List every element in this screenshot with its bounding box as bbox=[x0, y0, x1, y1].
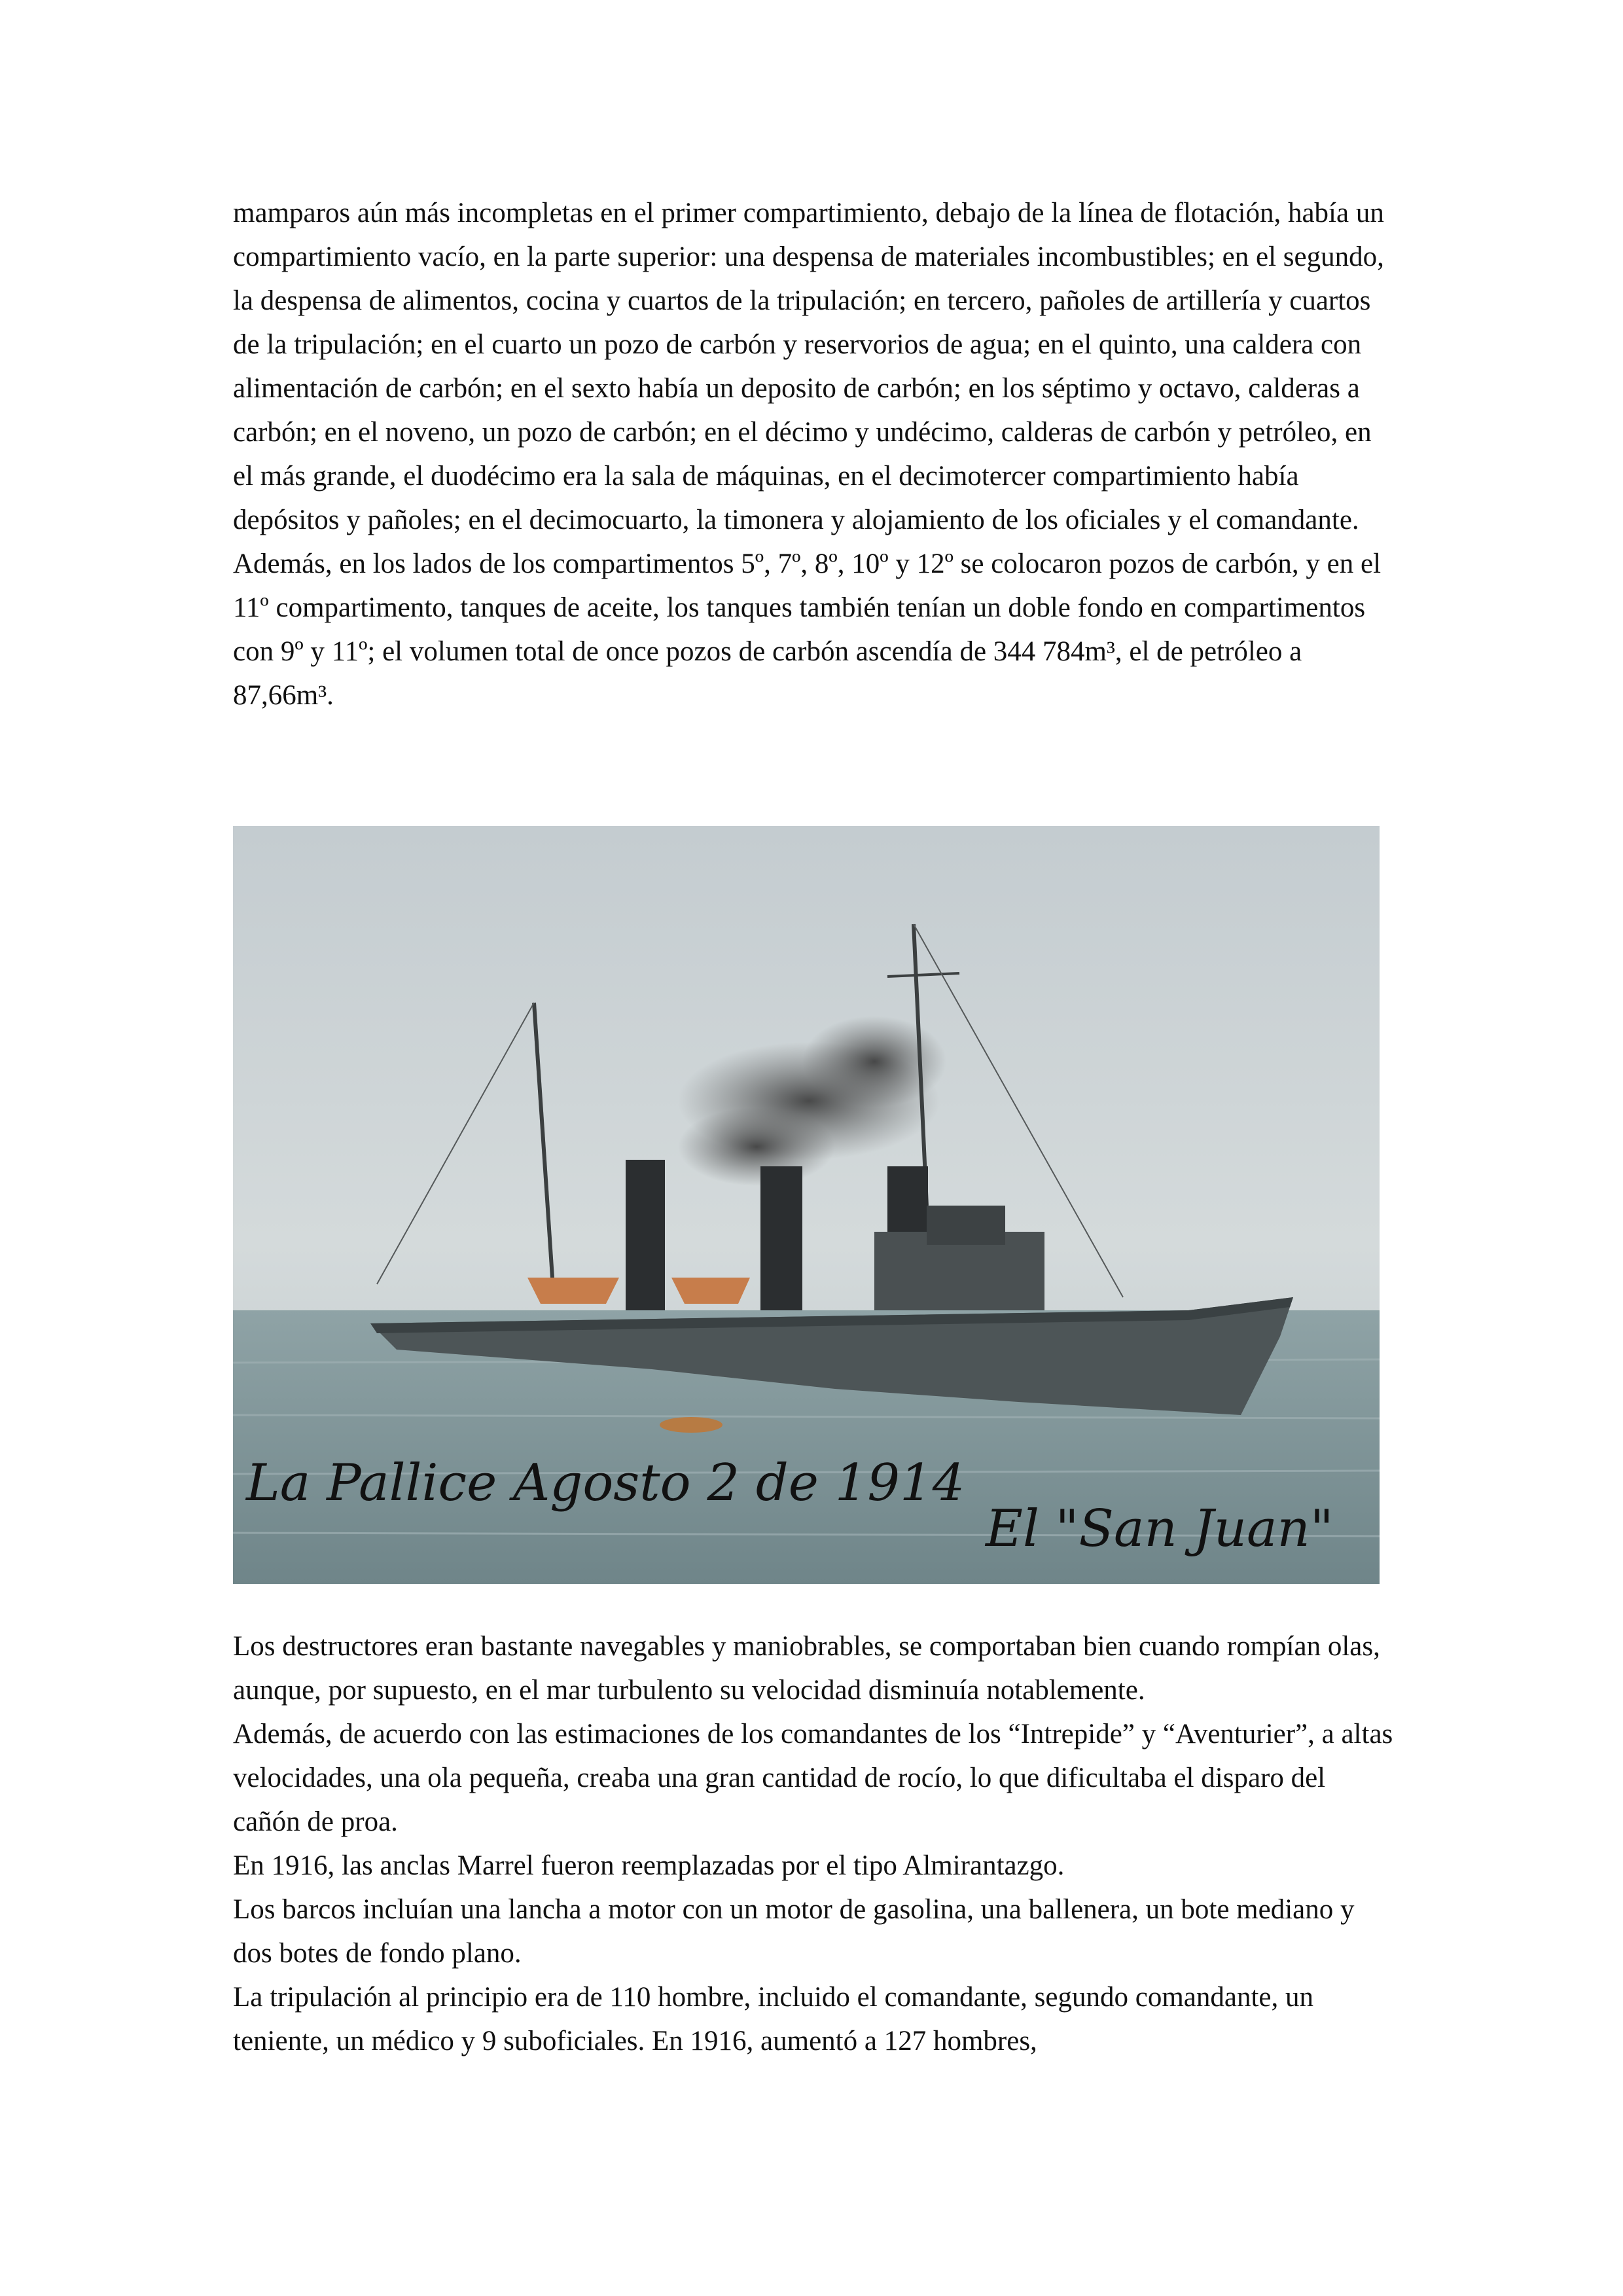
paragraph-top bbox=[233, 191, 1398, 717]
paragraph-line: Los barcos incluían una lancha a motor con un motor de gasolina, una ballenera, un bote mediano y dos botes de fondo plano. bbox=[233, 1894, 1355, 1969]
destroyer-photo bbox=[233, 826, 1380, 1584]
photo-caption-right: El "San Juan" bbox=[986, 1499, 1334, 1558]
paragraph-line: La tripulación al principio era de 110 hombre, incluido el comandante, segundo comandante, un teniente, un médico y 9 suboficiales. En 1916, aumentó a 127 hombres, bbox=[233, 1982, 1313, 2056]
paragraph-line: Los destructores eran bastante navegables y maniobrables, se comportaban bien cuando rompían olas, aunque, por supuesto, en el mar turbulento su velocidad disminuía notablemente. bbox=[233, 1631, 1380, 1706]
paragraph-line: En 1916, las anclas Marrel fueron reemplazadas por el tipo Almirantazgo. bbox=[233, 1850, 1065, 1881]
paragraph-bottom bbox=[233, 1624, 1398, 2063]
photo-caption-left: La Pallice Agosto 2 de 1914 bbox=[246, 1454, 965, 1513]
paragraph-top-text: mamparos aún más incompletas en el primer compartimiento, debajo de la línea de flotación, había un compartimiento vacío, en la parte superior: una despensa de materiales incombustibles; en el segundo, la despensa de alimentos, cocina y cuartos de la tripulación; en tercero, pañoles de artillería y cuartos de la tripulación; en el cuarto un pozo de carbón y reservorios de agua; en el quinto, una caldera con alimentación de carbón; en el sexto había un deposito de carbón; en los séptimo y octavo, calderas a carbón; en el noveno, un pozo de carbón; en el décimo y undécimo, calderas de carbón y petróleo, en el más grande, el duodécimo era la sala de máquinas, en el decimotercer compartimiento había depósitos y pañoles; en el decimocuarto, la timonera y alojamiento de los oficiales y el comandante. Además, en los lados de los compartimentos 5º, 7º, 8º, 10º y 12º se colocaron pozos de carbón, y en el 11º compartimento, tanques de aceite, los tanques también tenían un doble fondo en compartimentos con 9º y 11º; el volumen total de once pozos de carbón ascendía de 344 784m³, el de petróleo a 87,66m³. bbox=[233, 198, 1384, 711]
paragraph-line: Además, de acuerdo con las estimaciones de los comandantes de los “Intrepide” y “Aventurier”, a altas velocidades, una ola pequeña, creaba una gran cantidad de rocío, lo que dificultaba el disparo del cañón de proa. bbox=[233, 1719, 1393, 1837]
